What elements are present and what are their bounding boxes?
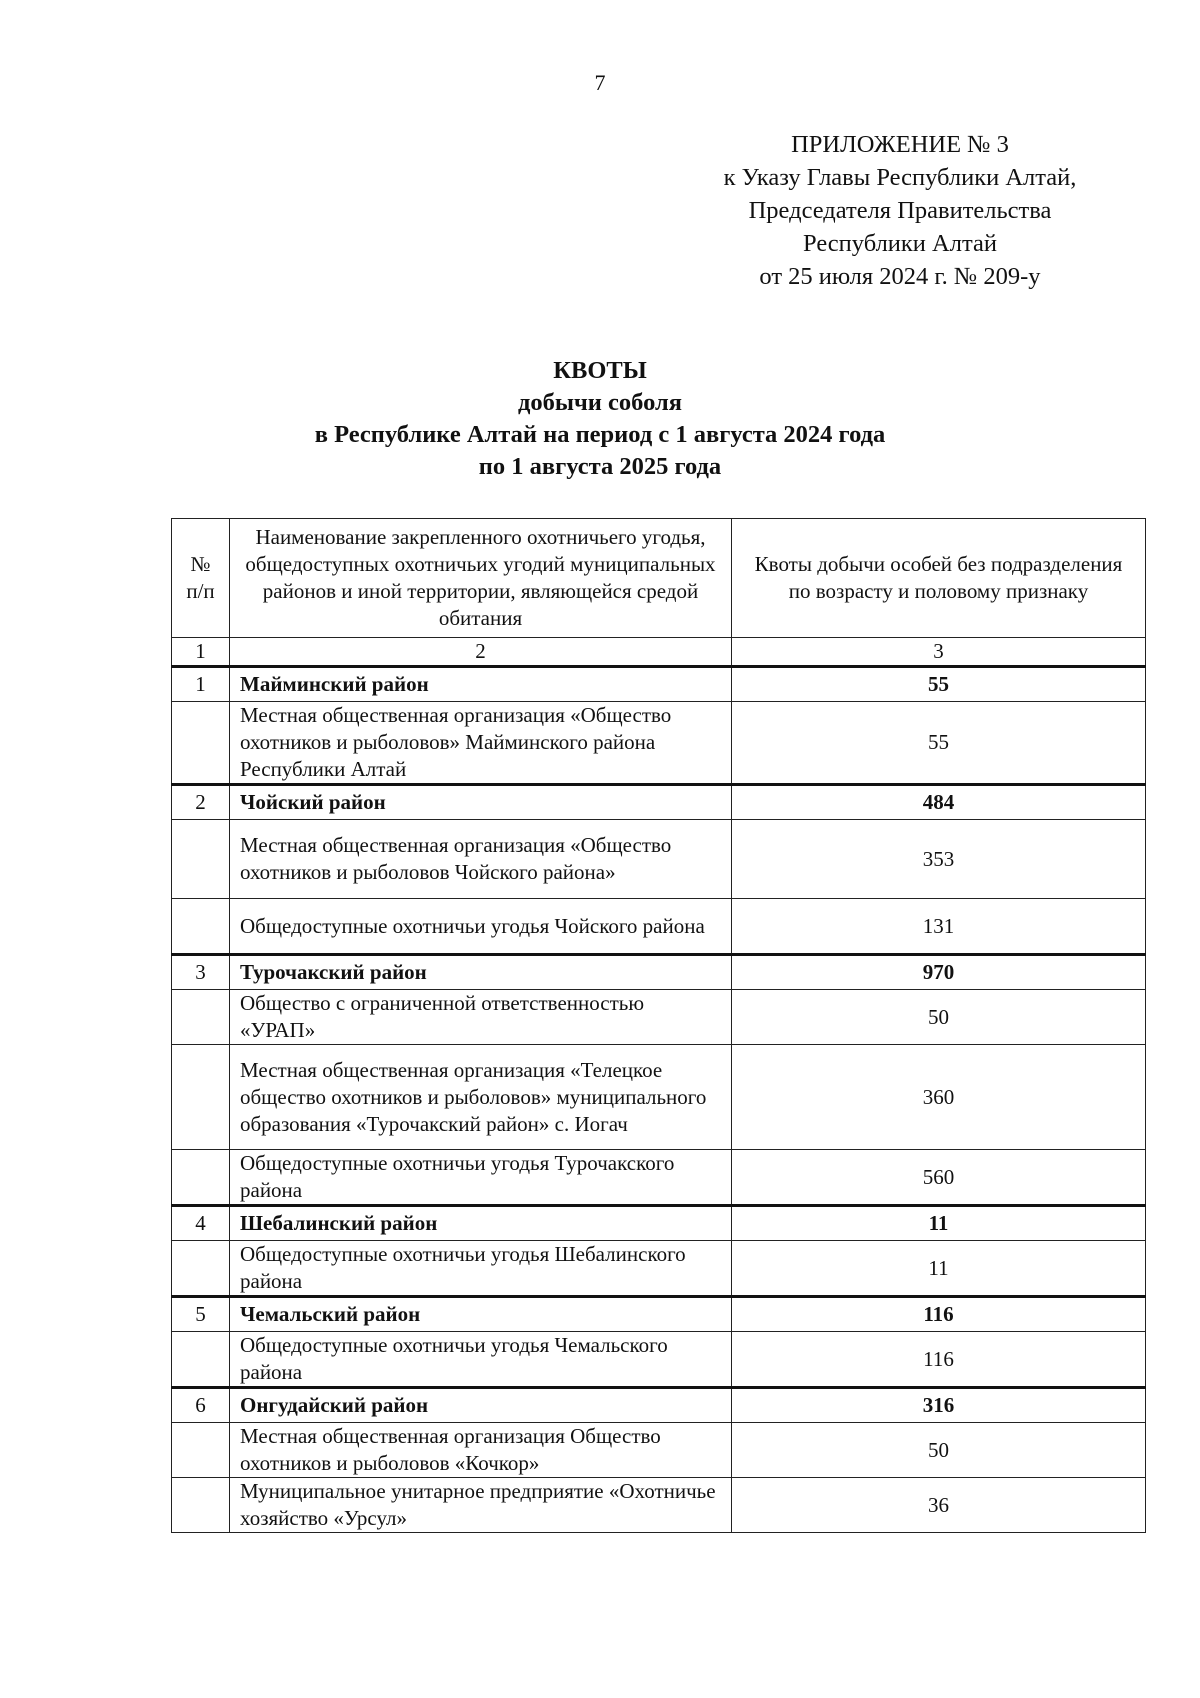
district-row xyxy=(172,667,1146,702)
district-number: 2 xyxy=(172,785,230,820)
quota-value: 116 xyxy=(732,1332,1146,1388)
title-line: КВОТЫ xyxy=(553,357,647,384)
district-total: 11 xyxy=(732,1206,1146,1241)
district-number: 6 xyxy=(172,1388,230,1423)
table-row xyxy=(172,820,1146,899)
header-number: № п/п xyxy=(172,519,230,638)
district-name: Онгудайский район xyxy=(230,1388,732,1423)
appendix-line: Председателя Правительства xyxy=(748,197,1052,224)
row-number-empty xyxy=(172,820,230,899)
hunting-ground-name: Общество с ограниченной ответственностью «УРАП» xyxy=(230,990,732,1045)
column-number: 3 xyxy=(732,638,1146,667)
hunting-ground-name: Общедоступные охотничьи угодья Чемальского района xyxy=(230,1332,732,1388)
district-name: Майминский район xyxy=(230,667,732,702)
table-header-row xyxy=(172,519,1146,638)
district-number: 1 xyxy=(172,667,230,702)
district-total: 116 xyxy=(732,1297,1146,1332)
column-number-row xyxy=(172,638,1146,667)
table-row xyxy=(172,1478,1146,1533)
quota-value: 131 xyxy=(732,899,1146,955)
hunting-ground-name: Местная общественная организация «Общество охотников и рыболовов Чойского района» xyxy=(230,820,732,899)
quota-value: 36 xyxy=(732,1478,1146,1533)
column-number: 2 xyxy=(230,638,732,667)
district-total: 55 xyxy=(732,667,1146,702)
table-row xyxy=(172,1045,1146,1150)
district-name: Чемальский район xyxy=(230,1297,732,1332)
hunting-ground-name: Местная общественная организация Общество охотников и рыболовов «Кочкор» xyxy=(230,1423,732,1478)
quota-value: 11 xyxy=(732,1241,1146,1297)
row-number-empty xyxy=(172,1241,230,1297)
table-row xyxy=(172,1241,1146,1297)
title-line: добычи соболя xyxy=(517,389,683,416)
district-number: 3 xyxy=(172,955,230,990)
table-row xyxy=(172,1332,1146,1388)
page-number: 7 xyxy=(594,70,606,95)
district-name: Шебалинский район xyxy=(230,1206,732,1241)
appendix-line: ПРИЛОЖЕНИЕ № 3 xyxy=(791,131,1009,158)
district-row xyxy=(172,1297,1146,1332)
table-row xyxy=(172,899,1146,955)
quota-value: 50 xyxy=(732,990,1146,1045)
row-number-empty xyxy=(172,702,230,785)
row-number-empty xyxy=(172,1045,230,1150)
hunting-ground-name: Местная общественная организация «Телецкое общество охотников и рыболовов» муниципального образования «Турочакский район» с. Иогач xyxy=(230,1045,732,1150)
district-row xyxy=(172,955,1146,990)
appendix-line: от 25 июля 2024 г. № 209-у xyxy=(759,263,1041,290)
row-number-empty xyxy=(172,990,230,1045)
appendix-header xyxy=(690,128,1110,293)
appendix-line: Республики Алтай xyxy=(803,230,997,257)
row-number-empty xyxy=(172,899,230,955)
appendix-line: к Указу Главы Республики Алтай, xyxy=(723,164,1077,191)
quota-value: 360 xyxy=(732,1045,1146,1150)
title-line: в Республике Алтай на период с 1 августа 2024 года xyxy=(314,421,886,448)
column-number: 1 xyxy=(172,638,230,667)
district-number: 5 xyxy=(172,1297,230,1332)
row-number-empty xyxy=(172,1150,230,1206)
district-number: 4 xyxy=(172,1206,230,1241)
document-title xyxy=(0,355,1200,483)
hunting-ground-name: Общедоступные охотничьи угодья Турочакского района xyxy=(230,1150,732,1206)
quota-value: 55 xyxy=(732,702,1146,785)
quota-value: 560 xyxy=(732,1150,1146,1206)
hunting-ground-name: Местная общественная организация «Общество охотников и рыболовов» Майминского района Республики Алтай xyxy=(230,702,732,785)
quota-value: 353 xyxy=(732,820,1146,899)
district-total: 970 xyxy=(732,955,1146,990)
header-name: Наименование закрепленного охотничьего угодья, общедоступных охотничьих угодий муниципальных районов и иной территории, являющейся средой обитания xyxy=(230,519,732,638)
row-number-empty xyxy=(172,1332,230,1388)
quota-table-body xyxy=(172,519,1146,1533)
hunting-ground-name: Общедоступные охотничьи угодья Шебалинского района xyxy=(230,1241,732,1297)
table-row xyxy=(172,990,1146,1045)
hunting-ground-name: Муниципальное унитарное предприятие «Охотничье хозяйство «Урсул» xyxy=(230,1478,732,1533)
table-row xyxy=(172,1150,1146,1206)
title-line: по 1 августа 2025 года xyxy=(478,453,722,480)
header-quota: Квоты добычи особей без подразделения по возрасту и половому признаку xyxy=(732,519,1146,638)
quota-table xyxy=(171,518,1146,1533)
hunting-ground-name: Общедоступные охотничьи угодья Чойского района xyxy=(230,899,732,955)
district-name: Чойский район xyxy=(230,785,732,820)
district-row xyxy=(172,1388,1146,1423)
table-row xyxy=(172,1423,1146,1478)
district-row xyxy=(172,785,1146,820)
quota-value: 50 xyxy=(732,1423,1146,1478)
district-row xyxy=(172,1206,1146,1241)
table-row xyxy=(172,702,1146,785)
row-number-empty xyxy=(172,1423,230,1478)
row-number-empty xyxy=(172,1478,230,1533)
district-total: 316 xyxy=(732,1388,1146,1423)
district-total: 484 xyxy=(732,785,1146,820)
district-name: Турочакский район xyxy=(230,955,732,990)
